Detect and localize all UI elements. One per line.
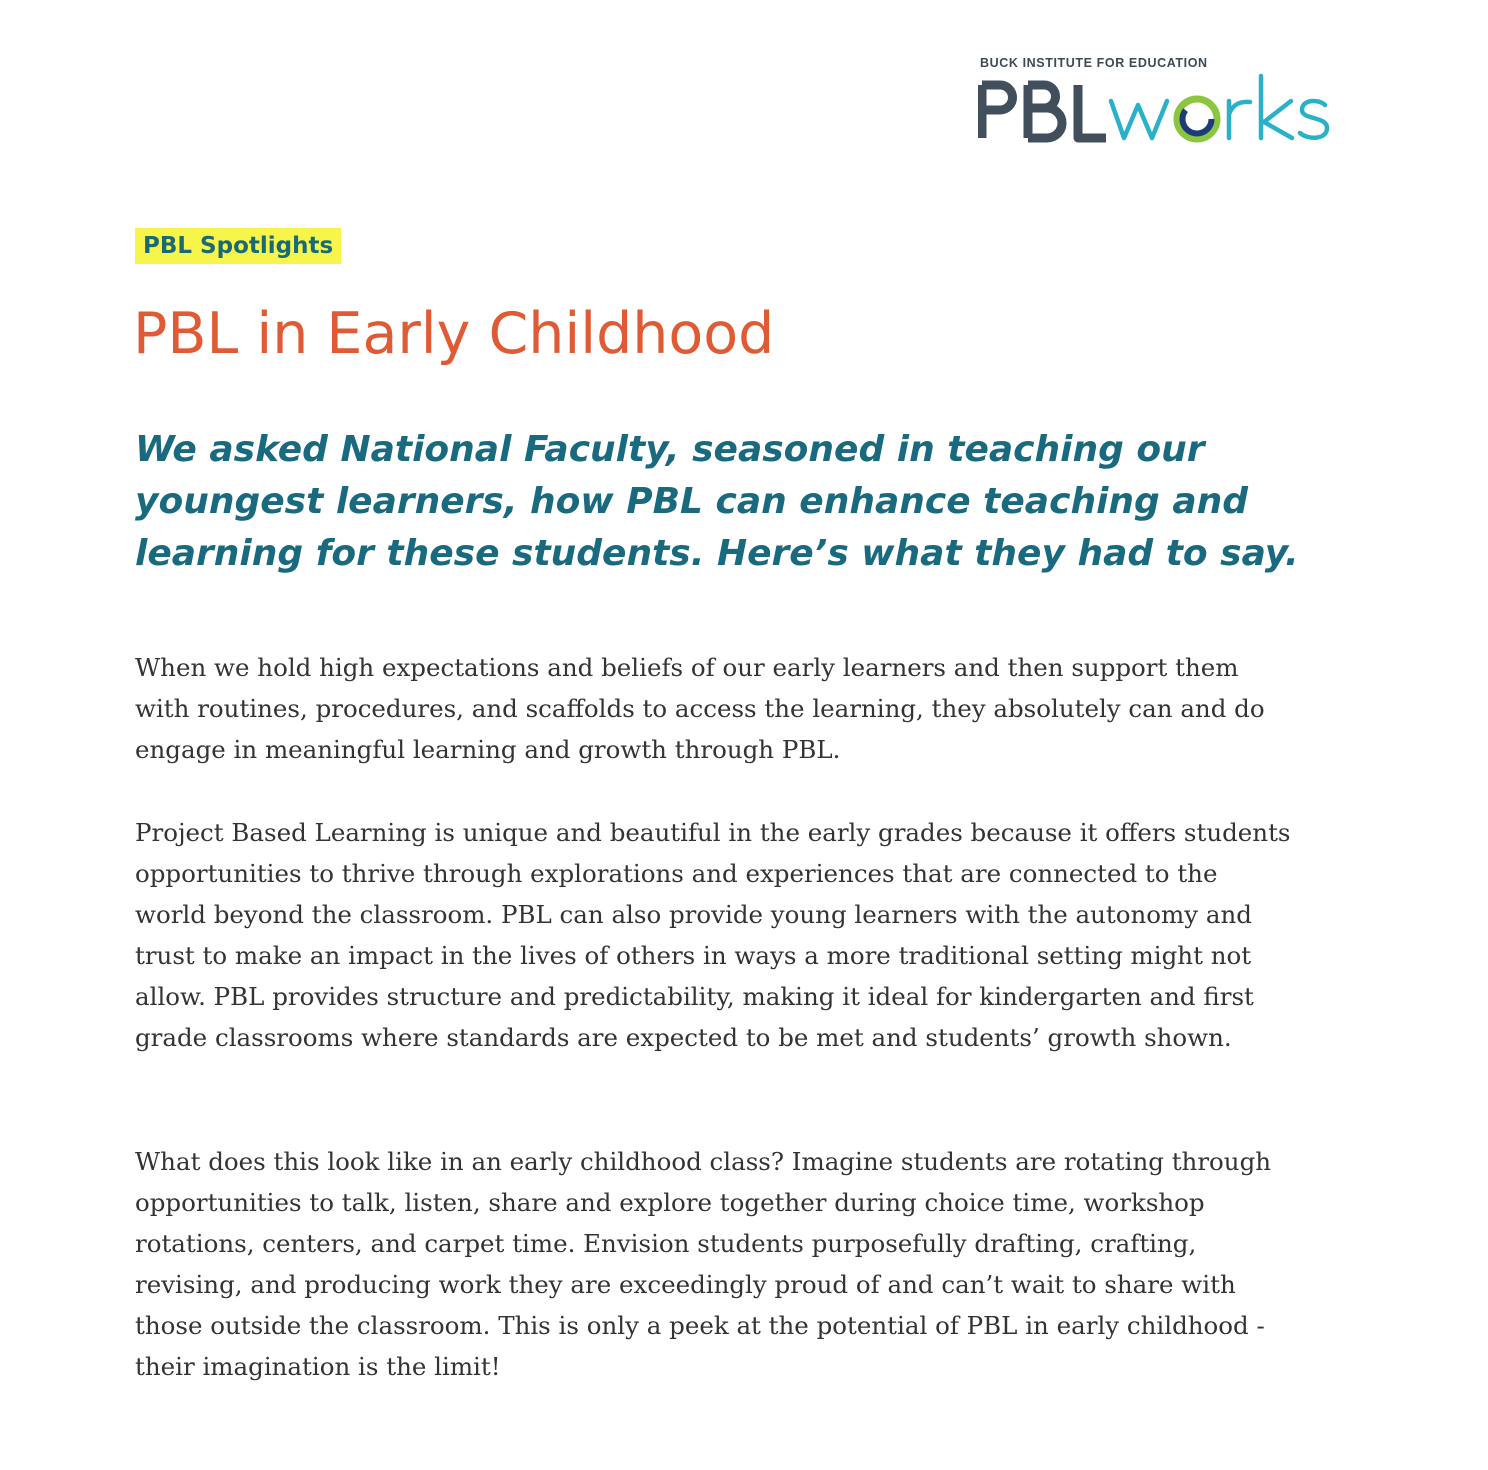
body-paragraph: What does this look like in an early childhood class? Imagine students are rotating through opportunities to talk, listen, share and explore together during choice time, workshop rotations, centers, and carpet time. Envision students purposefully drafting, crafting, revising, and producing work they are exceedingly proud of and can’t wait to share with those outside the classroom. This is only a peek at the potential of PBL in early childhood - their imagination is the limit! bbox=[135, 1147, 1272, 1381]
logo-tagline: BUCK INSTITUTE FOR EDUCATION bbox=[980, 56, 1208, 70]
intro-lede: We asked National Faculty, seasoned in teaching our youngest learners, how PBL can enhance teaching and learning for these students. Here’s what they had to say. bbox=[135, 429, 1299, 574]
pblworks-logo bbox=[980, 56, 1360, 146]
body-paragraph: When we hold high expectations and beliefs of our early learners and then support them with routines, procedures, and scaffolds to access the learning, they absolutely can and do engage in meaningful learning and growth through PBL. bbox=[135, 653, 1265, 764]
page-title: PBL in Early Childhood bbox=[133, 301, 775, 367]
body-paragraph: Project Based Learning is unique and beautiful in the early grades because it offers students opportunities to thrive through explorations and experiences that are connected to the world beyond the classroom. PBL can also provide young learners with the autonomy and trust to make an impact in the lives of others in ways a more traditional setting might not allow. PBL provides structure and predictability, making it ideal for kindergarten and first grade classrooms where standards are expected to be met and students’ growth shown. bbox=[135, 818, 1291, 1052]
section-tag: PBL Spotlights bbox=[135, 228, 341, 264]
pblworks-wordmark bbox=[978, 72, 1358, 146]
